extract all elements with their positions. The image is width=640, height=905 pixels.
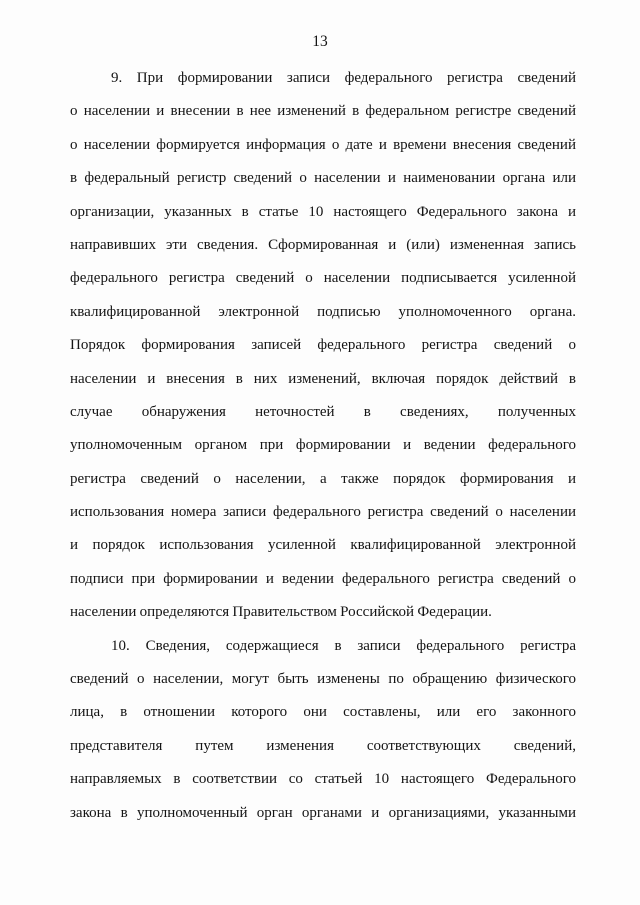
text-line: в федеральный регистр сведений о населении и наименовании органа или [70, 170, 576, 187]
text-line: лица, в отношении которого они составлены, или его законного [70, 704, 576, 721]
text-line: населении и внесения в них изменений, включая порядок действий в [70, 370, 576, 387]
text-line: сведений о населении, могут быть изменены по обращению физического [70, 671, 576, 688]
text-line: о населении и внесении в нее изменений в федеральном регистре сведений [70, 103, 576, 120]
text-line: 9. При формировании записи федерального регистра сведений [111, 70, 576, 86]
text-line: представителя путем изменения соответствующих сведений, [70, 737, 576, 754]
text-body [70, 62, 576, 830]
text-line: закона в уполномоченный орган органами и организациями, указанными [70, 804, 576, 821]
text-line: федерального регистра сведений о населении подписывается усиленной [70, 270, 576, 287]
text-line: и порядок использования усиленной квалифицированной электронной [70, 537, 576, 554]
text-line: 10. Сведения, содержащиеся в записи федерального регистра [111, 637, 576, 654]
text-line: Порядок формирования записей федерального регистра сведений о [70, 337, 576, 354]
text-line: квалифицированной электронной подписью уполномоченного органа. [70, 303, 576, 320]
text-line: направивших эти сведения. Сформированная и (или) измененная запись [70, 236, 576, 253]
text-line: регистра сведений о населении, а также порядок формирования и [70, 470, 576, 487]
text-line: уполномоченным органом при формировании и ведении федерального [70, 437, 576, 454]
text-line: населении определяются Правительством Российской Федерации. [70, 604, 492, 621]
text-line: случае обнаружения неточностей в сведениях, полученных [70, 403, 576, 420]
text-line: о населении формируется информация о дате и времени внесения сведений [70, 136, 576, 153]
text-line: организации, указанных в статье 10 настоящего Федерального закона и [70, 203, 576, 220]
text-line: направляемых в соответствии со статьей 10 настоящего Федерального [70, 771, 576, 788]
text-line: подписи при формировании и ведении федерального регистра сведений о [70, 570, 576, 587]
text-line: использования номера записи федерального регистра сведений о населении [70, 504, 576, 521]
page-number: 13 [312, 33, 328, 50]
